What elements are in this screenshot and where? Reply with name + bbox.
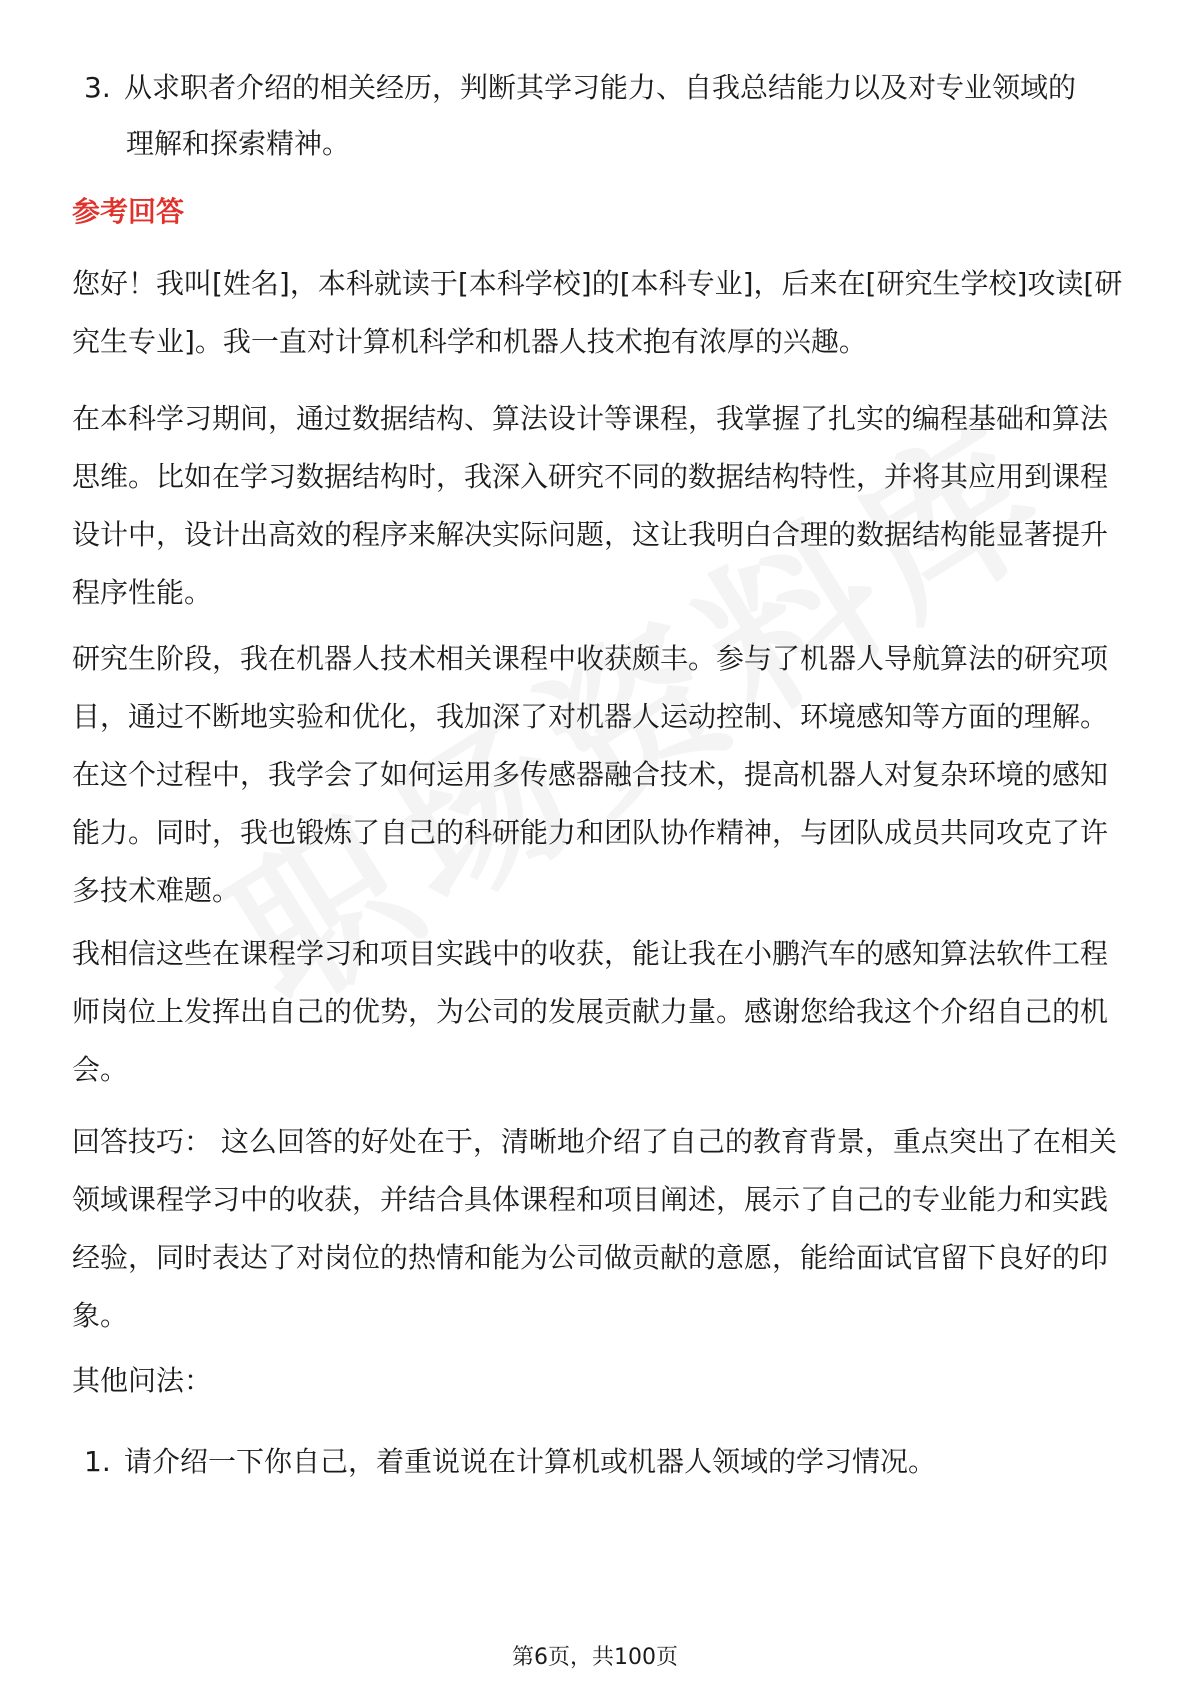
list-item-3 <box>84 60 1124 172</box>
list-number: 3. <box>84 71 111 104</box>
paragraph-conclusion: 我相信这些在课程学习和项目实践中的收获，能让我在小鹏汽车的感知算法软件工程师岗位上发挥出自己的优势，为公司的发展贡献力量。感谢您给我这个介绍自己的机会。 <box>72 937 1109 1086</box>
paragraph-undergrad: 在本科学习期间，通过数据结构、算法设计等课程，我掌握了扎实的编程基础和算法思维。比如在学习数据结构时，我深入研究不同的数据结构特性，并将其应用到课程设计中，设计出高效的程序来解决实际问题，这让我明白合理的数据结构能显著提升程序性能。 <box>72 402 1109 609</box>
paragraph-intro: 您好！我叫[姓名]，本科就读于[本科学校]的[本科专业]，后来在[研究生学校]攻读[研究生专业]。我一直对计算机科学和机器人技术抱有浓厚的兴趣。 <box>72 267 1123 358</box>
paragraph-other-questions: 其他问法： <box>72 1364 213 1397</box>
section-heading: 参考回答 <box>72 195 185 228</box>
list-number: 1. <box>84 1445 111 1478</box>
list-item-1 <box>84 1434 1124 1490</box>
list-text: 请介绍一下你自己，着重说说在计算机或机器人领域的学习情况。 <box>124 1445 937 1478</box>
paragraph-tips: 回答技巧： 这么回答的好处在于，清晰地介绍了自己的教育背景，重点突出了在相关领域课程学习中的收获，并结合具体课程和项目阐述，展示了自己的专业能力和实践经验，同时表达了对岗位的热情和能为公司做贡献的意愿，能给面试官留下良好的印象。 <box>72 1125 1117 1332</box>
list-text-line1: 从求职者介绍的相关经历，判断其学习能力、自我总结能力以及对专业领域的 <box>124 71 1077 104</box>
page-footer: 第6页，共100页 <box>512 1645 678 1670</box>
paragraph-graduate: 研究生阶段，我在机器人技术相关课程中收获颇丰。参与了机器人导航算法的研究项目，通过不断地实验和优化，我加深了对机器人运动控制、环境感知等方面的理解。在这个过程中，我学会了如何运用多传感器融合技术，提高机器人对复杂环境的感知能力。同时，我也锻炼了自己的科研能力和团队协作精神，与团队成员共同攻克了许多技术难题。 <box>72 642 1109 907</box>
list-text-line2: 理解和探索精神。 <box>126 127 351 160</box>
